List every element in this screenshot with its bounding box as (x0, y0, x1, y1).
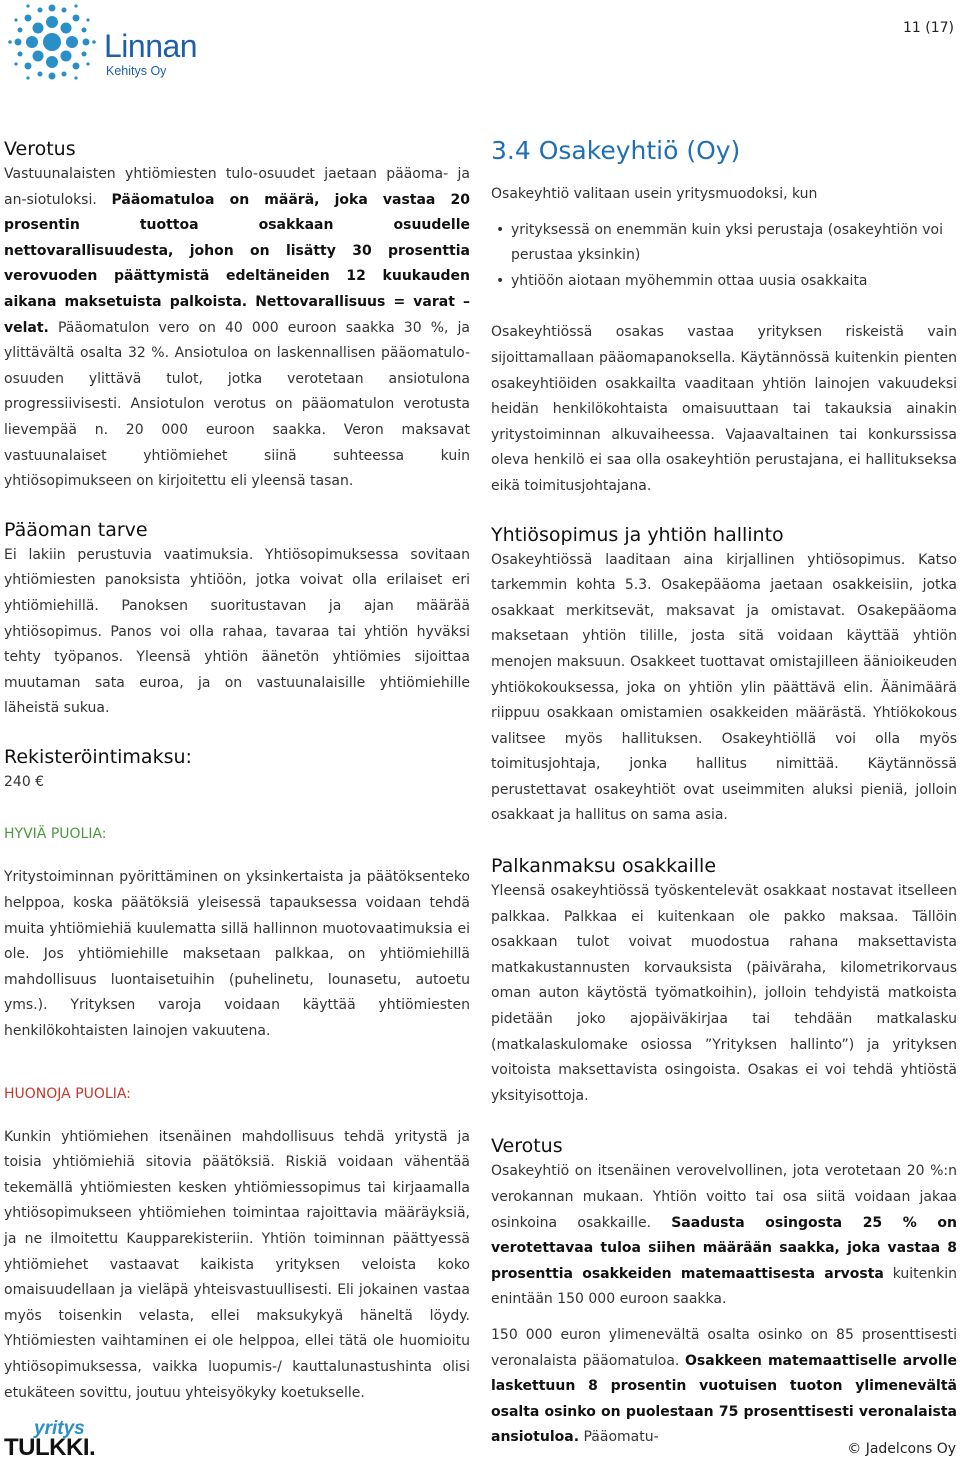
page-number: 11 (17) (902, 20, 954, 36)
oy-verotus-text-c: kuitenkin enintään 150 000 euroon saakka. (491, 1265, 957, 1308)
verotus-heading: Verotus (4, 138, 76, 160)
huonoja-puolia-label: HUONOJA PUOLIA: (4, 1085, 131, 1102)
paaoma-heading: Pääoman tarve (4, 518, 148, 541)
oy-verotus-text-bold: Saadusta osingosta 25 % on verotettavaa tuloa siihen määrään saakka, joka vastaa 8 prosenttia osakkeiden matemaattisesta arvosta (491, 1214, 957, 1282)
hyvia-paragraph: Yritystoiminnan pyörittäminen on yksinkertaista ja päätöksenteko helppoa, koska päätöksiä yleisessä tapauksessa voidaan tehdä muita yhtiömiehiä kuulematta sillä hallinnon muotovaatimuksia ei ole. Jos yhtiömiehille maksetaan palkkaa, on yhtiömiehillä mahdollisuus luontaisetuihin (puhelinetu, lounasetu, autoetu yms.). Yrityksen varoja voidaan käyttää yhtiömiesten henkilökohtaisten lainojen vakuutena. (4, 869, 470, 1040)
verotus-text-c: Pääomatulon vero on 40 000 euroon saakka 30 %, ja ylittävältä osalta 32 %. Ansiotuloa on laskennallisen pääomatulo-osuuden ylittävä tulot, jotka verotetaan ansiotulona progressiivisesti. Ansiotulon verotus on pääomatulon verotusta lievempää n. 20 000 euroon saakka. Veron maksavat vastuunalaiset yhtiömiehet siinä suhteessa kuin yhtiösopimukseen on kirjoitettu eli yleensä tasan. (4, 319, 470, 490)
logo-name: Linnan (104, 28, 198, 64)
osakeyhtio-bullet-list (491, 218, 957, 295)
oy-verotus-paragraph-2 (491, 1323, 957, 1451)
logo-subtitle: Kehitys Oy (106, 64, 167, 78)
list-item: • yhtiöön aiotaan myöhemmin ottaa uusia osakkaita (511, 269, 957, 295)
verotus-text-bold: Pääomatuloa on määrä, joka vastaa 20 prosentin tuottoa osakkaan osuudelle nettovarallisuudesta, johon on lisätty 30 prosenttia verovuoden päättymistä edeltäneiden 12 kuukauden aikana maksetuista palkoista. Nettovarallisuus = varat – velat. (4, 191, 470, 336)
left-column (4, 136, 470, 1406)
oy-verotus2-text-a: 150 000 euron ylimenevältä osalta osinko on 85 prosenttisesti veronalaista pääomatuloa. (491, 1326, 957, 1369)
oy-verotus2-text-bold: Osakkeen matemaattiselle arvolle laskettuun 8 prosentin vuotuisen tuoton ylimenevältä osalta osinko on puolestaan 75 prosenttisesti veronalaista ansiotuloa. (491, 1352, 957, 1446)
logo-dots-icon (4, 0, 100, 84)
copyright: © Jadelcons Oy (847, 1441, 956, 1457)
palkanmaksu-paragraph: Yleensä osakeyhtiössä työskentelevät osakkaat nostavat itselleen palkkaa. Palkkaa ei kuitenkaan ole pakko maksaa. Tällöin osakkaan tulot voivat muodostua rahana maksettavista matkakustannusten korvauksista (päiväraha, kilometrikorvaus oman auton käytöstä työmatkoihin), jolloin tehdyistä matkoista pidetään joko ajopäiväkirjaa tai tehdään matkalasku (matkalaskulomake osiossa ”Yrityksen hallinto”) ja yrityksen voitoista maksettavista osingoista. Osakas ei voi tehdä yhtiöstä yksityisottoja. (491, 883, 957, 1104)
logo-line-2: TULKKI. (4, 1434, 96, 1461)
hallinto-heading: Yhtiösopimus ja yhtiön hallinto (491, 523, 784, 546)
oy-verotus-heading: Verotus (491, 1135, 563, 1158)
huonoja-paragraph: Kunkin yhtiömiehen itsenäinen mahdollisuus tehdä yritystä ja toisia yhtiömiehiä sitovia päätöksiä. Riskiä voidaan vähentää tekemällä yhtiömiesten kesken yhtiömiessopimus tai kirjaamalla yhtiösopimukseen yhtiömiehen toimintaa rajoittavia määräyksiä, ja ne ilmoitettu Kaupparekisteriin. Yhtiön toiminnan päättyessä yhtiömiehet vastaavat kaikista yrityksen veloista koko omaisuudellaan ja vieläpä yhteisvastuullisesti. Eli jokainen vastaa myös toisenkin velasta, ellei maksukykyä häneltä löydy. Yhtiömiesten vaihtaminen ei ole helppoa, ellei tätä ole huomioitu yhtiösopimuksessa, vaikka luopumis-/ kauttalunastushinta olisi etukäteen sovittu, joutuu yhteisyökyky koetukselle. (4, 1128, 470, 1401)
rekisteri-heading: Rekisteröintimaksu: (4, 745, 192, 768)
yritystulkki-logo (4, 1418, 114, 1460)
linnan-logo (4, 0, 204, 84)
verotus-paragraph (4, 162, 470, 495)
hyvia-puolia-label: HYVIÄ PUOLIA: (4, 826, 107, 843)
rekisteri-value: 240 € (4, 773, 45, 790)
oy-verotus-paragraph-1 (491, 1159, 957, 1313)
palkanmaksu-heading: Palkanmaksu osakkaille (491, 855, 717, 878)
hallinto-paragraph: Osakeyhtiössä laaditaan aina kirjallinen yhtiösopimus. Katso tarkemmin kohta 5.3. Osakepääoma jaetaan osakkeisiin, jotka osakkaat merkitsevät, maksavat ja omistavat. Osakepääoma maksetaan yhtiön tilille, josta sitä voidaan käyttää yhtiön menojen maksuun. Osakkeet tuottavat omistajilleen äänioikeuden yhtiökokouksessa, joka on yhtiön ylin päättävä elin. Äänimäärä riippuu osakkaan omistamien osakkeiden määrästä. Yhtiökokous valitsee myös hallituksen. Osakeyhtiöllä voi olla myös toimitusjohtaja, jonka hallitus nimittää. Käytännössä perustettavat osakeyhtiöt ovat useimmiten aluksi pieniä, jolloin osakkaat ja hallitus on sama asia. (491, 551, 957, 824)
osakeyhtio-heading: 3.4 Osakeyhtiö (Oy) (491, 136, 741, 165)
riski-paragraph: Osakeyhtiössä osakas vastaa yrityksen riskeistä vain sijoittamallaan pääomapanoksella. Käytännössä kuitenkin pienten osakeyhtiöiden osakkailta vaaditaan yhtiön lainojen vakuudeksi heidän henkilökohtaista omaisuuttaan tai takauksia ainakin yritystoiminnan alkuvaiheessa. Vajaavaltainen tai konkurssissa oleva henkilö ei saa olla osakeyhtiön perustajana, ei hallitukseksa eikä toimitusjohtajana. (491, 324, 957, 494)
paaoma-paragraph: Ei lakiin perustuvia vaatimuksia. Yhtiösopimuksessa sovitaan yhtiömiesten panoksista yhtiöön, jotka voivat olla erilaiset eri yhtiömiehillä. Panoksen suoritustavan ja ajan määrää yhtiösopimus. Panos voi olla rahaa, tavaraa tai yhtiön hyväksi tehty työpanos. Yleensä yhtiön äänetön yhtiömies sijoittaa muutaman sata euroa, ja on vastuunalaisille yhtiömiehille läheistä sukua. (4, 546, 470, 717)
verotus-text-a: Vastuunalaisten yhtiömiesten tulo-osuudet jaetaan pääoma- ja an-siotuloksi. (4, 166, 470, 208)
oy-verotus-text-a: Osakeyhtiö on itsenäinen verovelvollinen, jota verotetaan 20 %:n verokannan mukaan. Yhtiön voitto tai osa siitä voidaan jakaa osinkoina osakkaille. (491, 1163, 957, 1231)
osakeyhtio-intro: Osakeyhtiö valitaan usein yritysmuodoksi, kun (491, 186, 818, 202)
oy-verotus2-text-c: Pääomatu- (579, 1429, 659, 1446)
logo-line-1: yritys (34, 1418, 85, 1439)
right-column (491, 136, 957, 1451)
list-item: • yrityksessä on enemmän kuin yksi perustaja (osakeyhtiön voi perustaa yksinkin) (511, 218, 957, 269)
